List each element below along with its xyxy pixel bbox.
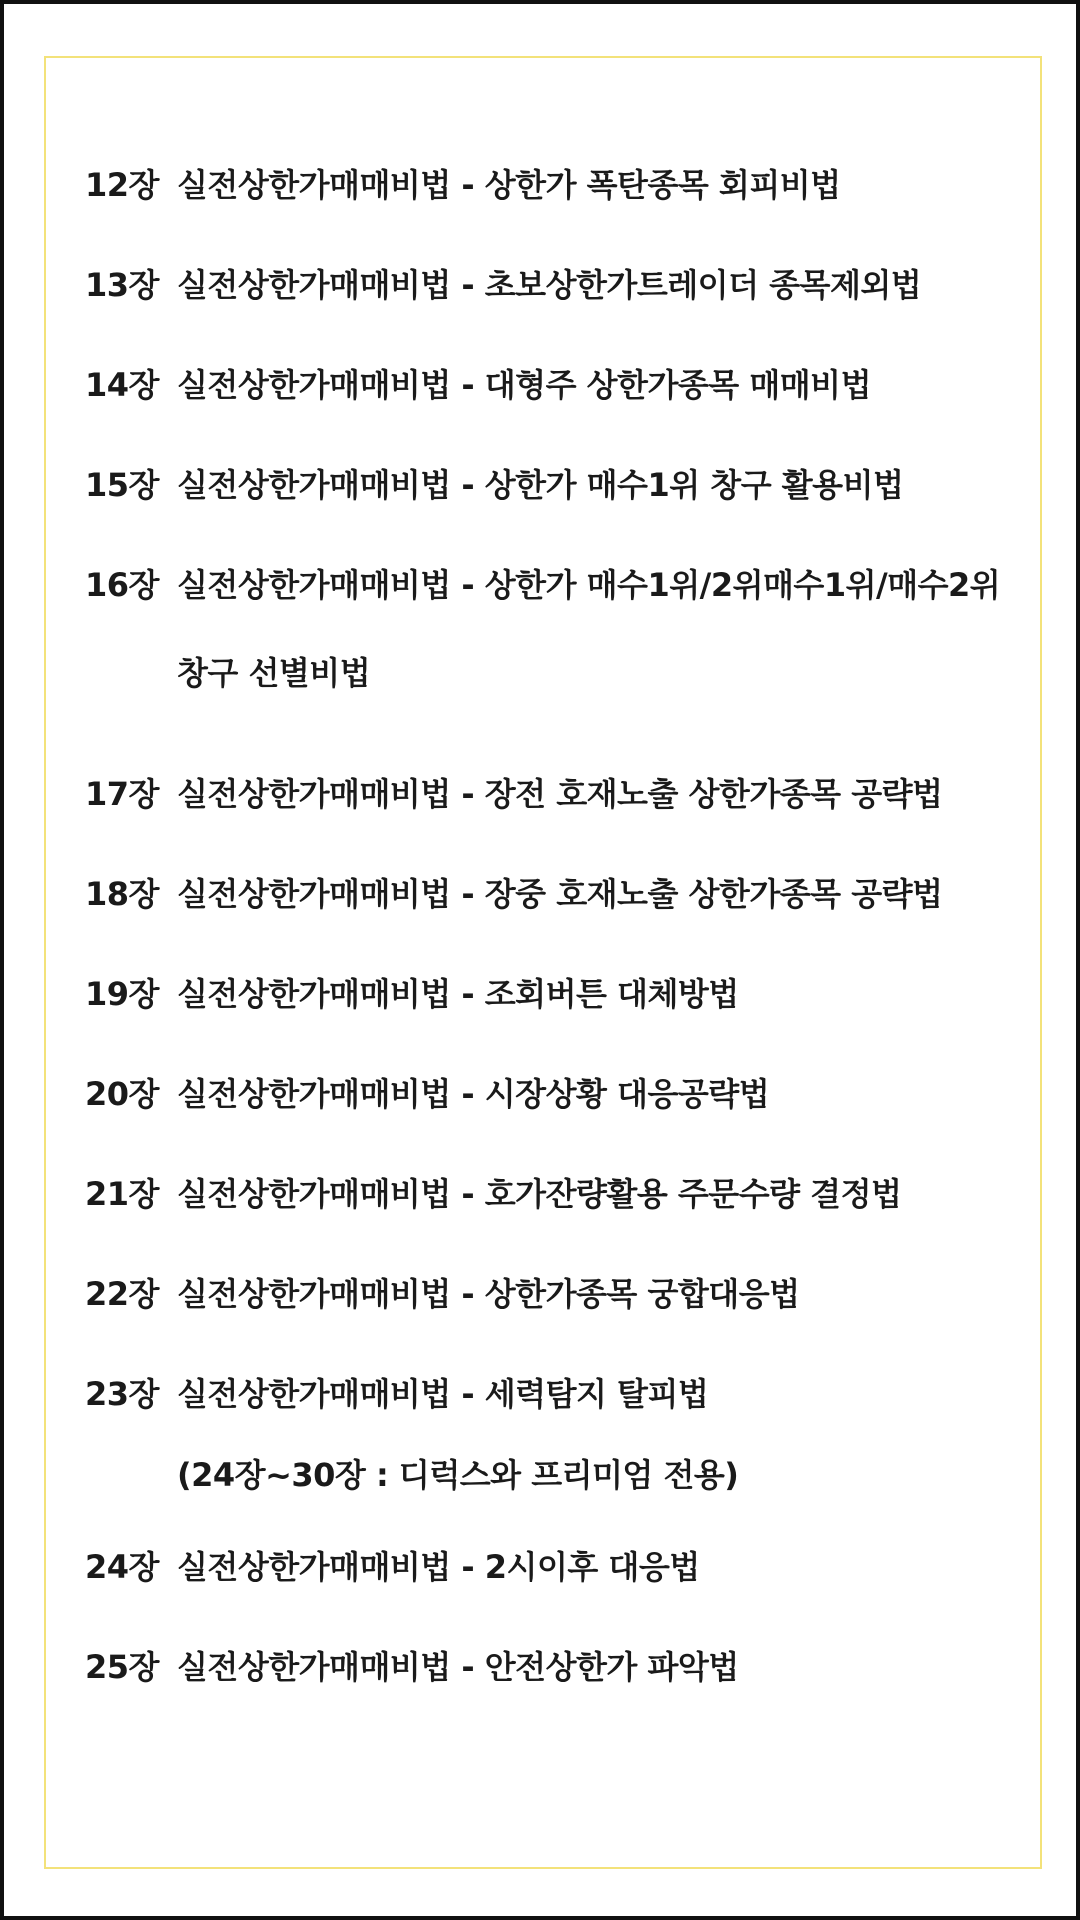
chapter-body bbox=[177, 165, 1015, 205]
chapter-number: 21장 bbox=[85, 1175, 159, 1213]
chapter-title: 실전상한가매매비법 - 안전상한가 파악법 bbox=[177, 1648, 739, 1686]
chapter-number: 14장 bbox=[85, 366, 159, 404]
chapter-body bbox=[177, 1547, 1015, 1587]
chapter-body bbox=[177, 774, 1015, 814]
chapter-title: 실전상한가매매비법 - 장전 호재노출 상한가종목 공략법 bbox=[177, 775, 943, 813]
chapter-title: 실전상한가매매비법 - 대형주 상한가종목 매매비법 bbox=[177, 366, 871, 404]
chapter-number: 19장 bbox=[85, 975, 159, 1013]
chapter-item-18 bbox=[85, 874, 1015, 914]
chapter-title: 실전상한가매매비법 - 초보상한가트레이더 종목제외법 bbox=[177, 266, 922, 304]
chapter-item-19 bbox=[85, 974, 1015, 1014]
chapter-body bbox=[177, 1174, 1015, 1214]
chapter-number: 23장 bbox=[85, 1375, 159, 1413]
chapter-number: 16장 bbox=[85, 566, 159, 604]
chapter-title: 실전상한가매매비법 - 상한가 매수1위/2위매수1위/매수2위 창구 선별비법 bbox=[177, 566, 1001, 692]
chapter-item-13 bbox=[85, 265, 1015, 305]
chapter-body bbox=[177, 1647, 1015, 1687]
chapter-body bbox=[177, 465, 1015, 505]
chapter-title: 실전상한가매매비법 - 2시이후 대응법 bbox=[177, 1548, 700, 1586]
chapter-number: 18장 bbox=[85, 875, 159, 913]
chapter-item-22 bbox=[85, 1274, 1015, 1314]
chapter-number: 12장 bbox=[85, 166, 159, 204]
chapter-item-20 bbox=[85, 1074, 1015, 1114]
chapter-title: 실전상한가매매비법 - 상한가 매수1위 창구 활용비법 bbox=[177, 466, 904, 504]
chapter-body bbox=[177, 874, 1015, 914]
chapter-title: 실전상한가매매비법 - 상한가 폭탄종목 회피비법 bbox=[177, 166, 841, 204]
chapter-body bbox=[177, 1374, 1015, 1495]
chapter-item-24 bbox=[85, 1547, 1015, 1587]
chapter-number: 13장 bbox=[85, 266, 159, 304]
chapter-item-17 bbox=[85, 774, 1015, 814]
chapter-number: 15장 bbox=[85, 466, 159, 504]
chapter-title: 실전상한가매매비법 - 조회버튼 대체방법 bbox=[177, 975, 739, 1013]
chapter-item-12 bbox=[85, 165, 1015, 205]
chapter-list bbox=[85, 165, 1015, 1747]
chapter-title: 실전상한가매매비법 - 장중 호재노출 상한가종목 공략법 bbox=[177, 875, 943, 913]
chapter-item-23 bbox=[85, 1374, 1015, 1495]
chapter-item-15 bbox=[85, 465, 1015, 505]
chapter-body bbox=[177, 365, 1015, 405]
chapter-note: (24장~30장 : 디럭스와 프리미엄 전용) bbox=[177, 1456, 739, 1494]
chapter-title: 실전상한가매매비법 - 상한가종목 궁합대응법 bbox=[177, 1275, 800, 1313]
chapter-number: 24장 bbox=[85, 1548, 159, 1586]
chapter-body bbox=[177, 1274, 1015, 1314]
chapter-item-21 bbox=[85, 1174, 1015, 1214]
chapter-number: 22장 bbox=[85, 1275, 159, 1313]
chapter-body bbox=[177, 565, 1015, 717]
chapter-number: 25장 bbox=[85, 1648, 159, 1686]
chapter-title: 실전상한가매매비법 - 시장상황 대응공략법 bbox=[177, 1075, 770, 1113]
chapter-title: 실전상한가매매비법 - 세력탐지 탈피법 bbox=[177, 1375, 709, 1413]
chapter-item-16 bbox=[85, 565, 1015, 717]
chapter-item-14 bbox=[85, 365, 1015, 405]
chapter-body bbox=[177, 974, 1015, 1014]
chapter-number: 17장 bbox=[85, 775, 159, 813]
chapter-body bbox=[177, 1074, 1015, 1114]
chapter-title: 실전상한가매매비법 - 호가잔량활용 주문수량 결정법 bbox=[177, 1175, 902, 1213]
chapter-body bbox=[177, 265, 1015, 305]
chapter-item-25 bbox=[85, 1647, 1015, 1687]
chapter-number: 20장 bbox=[85, 1075, 159, 1113]
